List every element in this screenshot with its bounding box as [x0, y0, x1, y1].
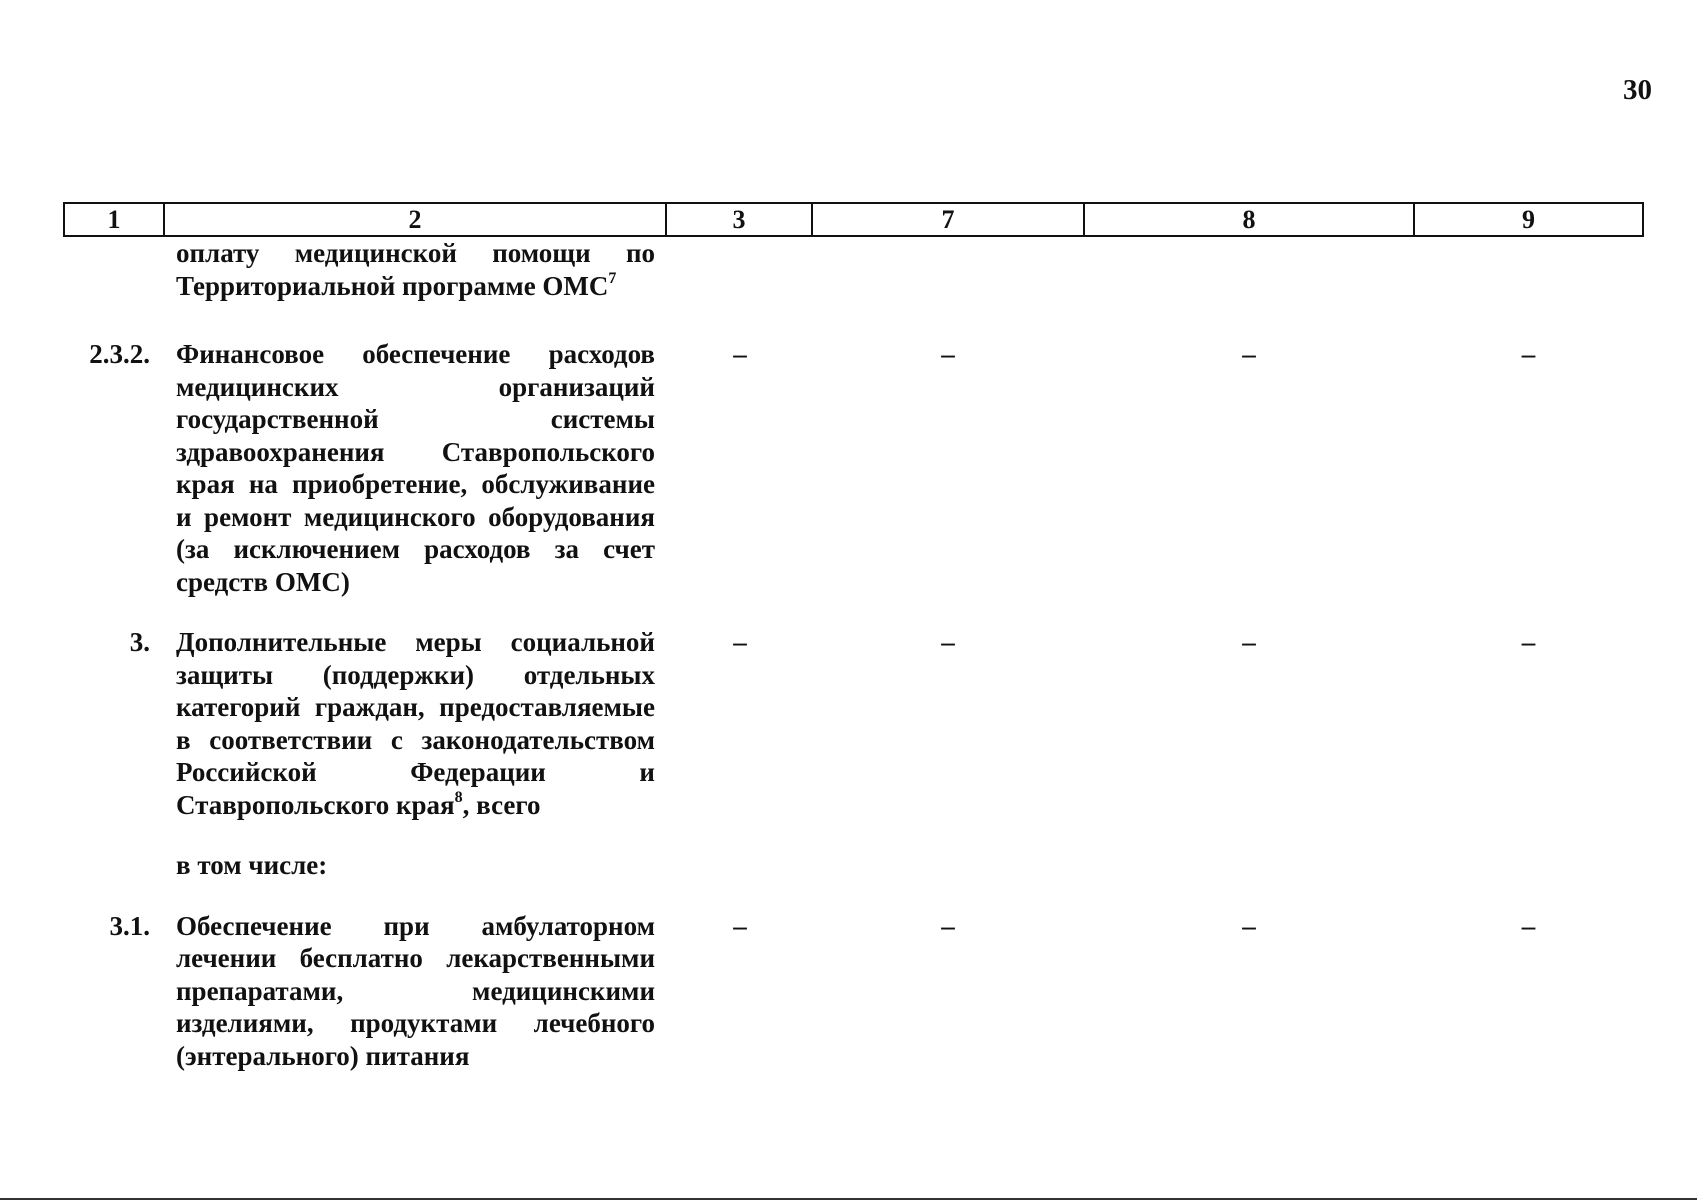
row-description: [164, 326, 666, 626]
cell-col-9: [1414, 236, 1643, 326]
footnote-marker: 8: [454, 788, 463, 806]
row-description: [164, 910, 666, 1073]
cell-col-8: –: [1242, 339, 1256, 369]
cell-col-3: –: [733, 910, 747, 941]
row-description: [164, 849, 666, 910]
row-description-text: в том числе:: [176, 850, 328, 880]
cell-col-9: –: [1521, 339, 1536, 369]
cell-col-3: [666, 236, 812, 326]
column-header: 8: [1084, 203, 1414, 236]
cell-col-7: –: [941, 627, 955, 657]
row-description-text: Финансовое обеспечение расходов медицинских организаций государственной системы здравоохранения Ставропольского края на приобретение, обслуживание и ремонт медицинского оборудования (за исключением расходов за счет средств ОМС): [176, 339, 655, 597]
row-description-text: Дополнительные меры социальной защиты (поддержки) отдельных категорий граждан, предоставляемые в соответствии с законодательством Российской Федерации и Ставропольского края: [176, 627, 655, 820]
page-number: 30: [1623, 74, 1652, 106]
row-number: [64, 849, 164, 910]
data-table: [63, 202, 1644, 1072]
row-description: [164, 236, 666, 326]
table-header-row: [64, 203, 1643, 236]
table-row: [64, 326, 1643, 626]
row-description-text: Обеспечение при амбулаторном лечении бесплатно лекарственными препаратами, медицинскими изделиями, продуктами лечебного (энтерального) питания: [176, 910, 655, 1071]
column-header: 2: [164, 203, 666, 236]
column-header: 7: [812, 203, 1084, 236]
cell-col-9: –: [1521, 910, 1536, 941]
cell-col-8: –: [1242, 627, 1256, 657]
cell-col-7: [812, 849, 1084, 910]
row-number: 3.: [129, 627, 150, 657]
cell-col-3: –: [733, 339, 747, 369]
cell-col-7: –: [941, 910, 955, 941]
row-number: 3.1.: [109, 910, 150, 941]
cell-col-3: [666, 849, 812, 910]
row-description: [164, 626, 666, 849]
cell-col-8: [1084, 849, 1414, 910]
cell-col-8: [1084, 236, 1414, 326]
cell-col-3: –: [733, 627, 747, 657]
column-header: 9: [1414, 203, 1643, 236]
cell-col-7: [812, 236, 1084, 326]
table-row: [64, 236, 1643, 326]
column-header: 3: [666, 203, 812, 236]
table-row: [64, 849, 1643, 910]
cell-col-7: –: [941, 339, 955, 369]
column-header: 1: [64, 203, 164, 236]
footnote-marker: 7: [608, 269, 617, 287]
row-description-suffix: , всего: [462, 789, 541, 820]
cell-col-9: –: [1521, 627, 1536, 657]
row-description-text: оплату медицинской помощи по Территориальной программе ОМС: [176, 238, 655, 301]
cell-col-9: [1414, 849, 1643, 910]
table-row: [64, 626, 1643, 849]
cell-col-8: –: [1242, 910, 1256, 941]
table-row: [64, 910, 1643, 1073]
row-number: 2.3.2.: [89, 339, 150, 369]
row-number: [64, 236, 164, 326]
